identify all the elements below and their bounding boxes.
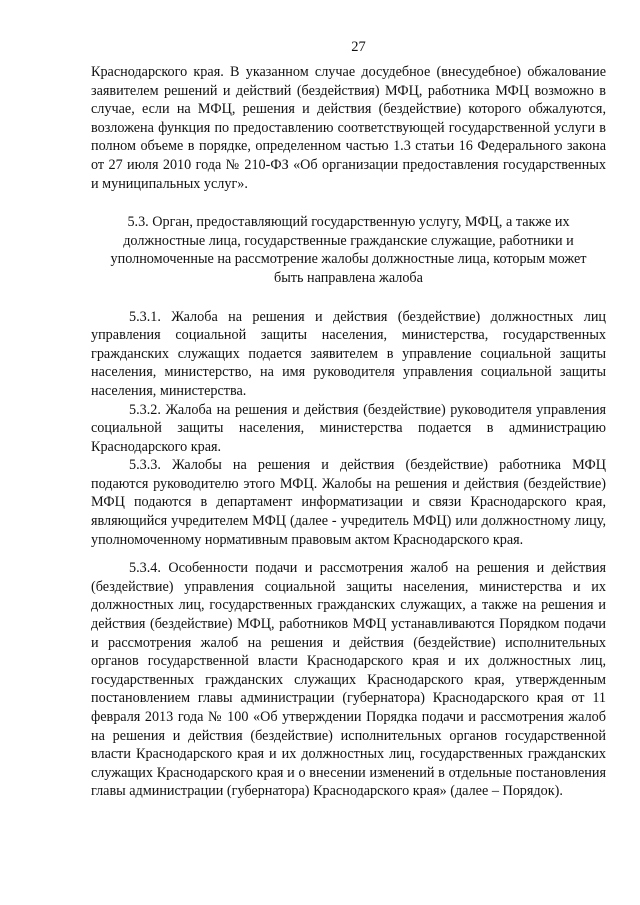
paragraph-intro: Краснодарского края. В указанном случае досудебное (внесудебное) обжалование заявителем решений и действий (бездействия) МФЦ, работника МФЦ возможно в случае, если на МФЦ, решения и действия (бездействие) которого обжалуются, возложена функция по предоставлению соответствующей государственной услуги в полном объеме в порядке, определенном частью 1.3 статьи 16 Федерального закона от 27 июля 2010 года № 210-ФЗ «Об организации предоставления государственных и муниципальных услуг».	[91, 64, 606, 192]
paragraph-5-3-2: 5.3.2. Жалоба на решения и действия (бездействие) руководителя управления социальной защиты населения, министерства подается в администрацию Краснодарского края.	[91, 401, 606, 455]
paragraph-5-3-3: 5.3.3. Жалобы на решения и действия (бездействие) работника МФЦ подаются руководителю этого МФЦ. Жалобы на решения и действия (бездействие) МФЦ подаются в департамент информатизации и связи Краснодарского края, являющийся учредителем МФЦ (далее - учредитель МФЦ) или должностному лицу, уполномоченному нормативным правовым актом Краснодарского края.	[91, 457, 606, 548]
paragraph-5-3-1: 5.3.1. Жалоба на решения и действия (бездействие) должностных лиц управления социальной защиты населения, министерства, государственных гражданских служащих подается заявителем в управление социальной защиты населения, министерство, на имя руководителя управления социальной защиты населения, министерства.	[91, 308, 606, 399]
paragraph-5-3-4: 5.3.4. Особенности подачи и рассмотрения жалоб на решения и действия (бездействие) управления социальной защиты населения, министерства и их должностных лиц, государственных гражданских служащих, а также на решения и действия (бездействие) МФЦ, работников МФЦ устанавливаются Порядком подачи и рассмотрения жалоб на решения и действия (бездействие) исполнительных органов государственной власти Краснодарского края и их должностных лиц, государственных гражданских служащих Краснодарского края, утвержденным постановлением главы администрации (губернатора) Краснодарского края от 11 февраля 2013 года № 100 «Об утверждении Порядка подачи и рассмотрения жалоб на решения и действия (бездействие) исполнительных органов государственной власти Краснодарского края и их должностных лиц, государственных гражданских служащих Краснодарского края и о внесении изменений в отдельные постановления главы администрации (губернатора) Краснодарского края» (далее – Порядок).	[91, 560, 606, 800]
page-number: 27	[351, 39, 366, 55]
paragraph-gap	[91, 549, 606, 559]
section-heading-5-3: 5.3. Орган, предоставляющий государственную услугу, МФЦ, а также их должностные лица, государственные гражданские служащие, работники и уполномоченные на рассмотрение жалобы должностные лица, которым может быть направлена жалоба	[110, 214, 587, 286]
